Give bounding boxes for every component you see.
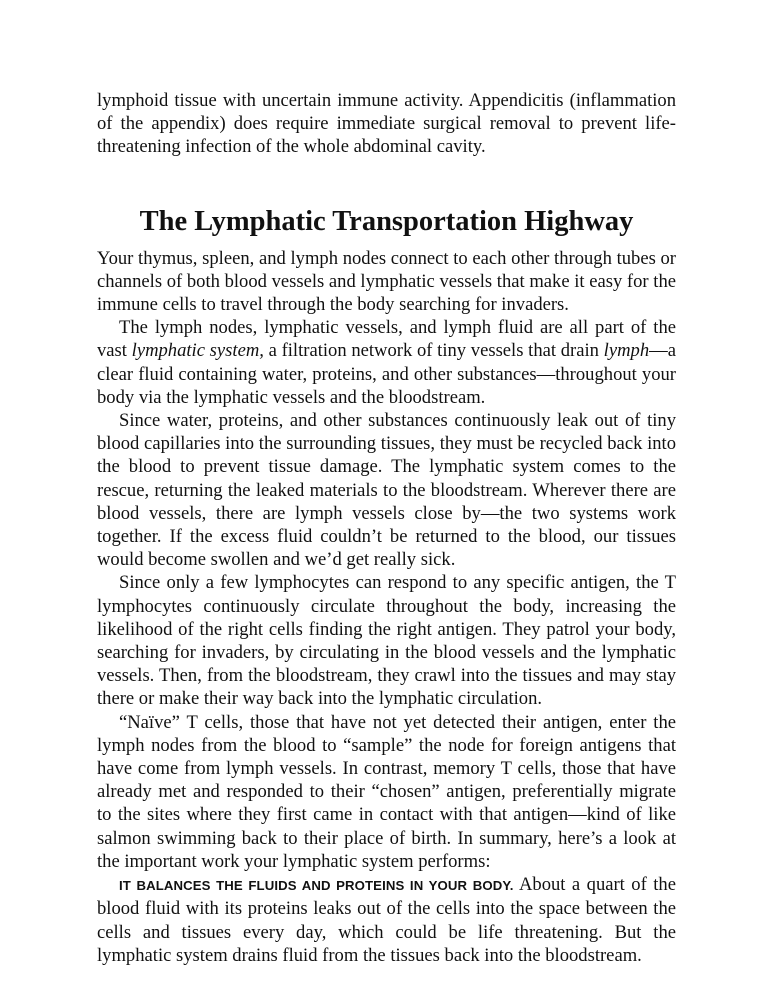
paragraph-2-text-e: —a clear fluid containing water, proteins, and other substances—throughout your body via the lymphatic vessels and the bloodstream. [97,340,676,408]
continued-paragraph: lymphoid tissue with uncertain immune activity. Appendicitis (inflammation of the appendix) does require immediate surgical removal to prevent life-threatening infection of the whole abdominal cavity. [97,90,676,158]
paragraph-6-text: About a quart of the blood fluid with its proteins leaks out of the cells into the space between the cells and tissues every day, which could be life threatening. But the lymphatic system drains fluid from the tissues back into the bloodstream. [97,874,676,966]
paragraph-5: “Naïve” T cells, those that have not yet detected their antigen, enter the lymph nodes from the blood to “sample” the node for foreign antigens that have come from lymph vessels. In contrast, memory T cells, those that have already met and responded to their “chosen” antigen, preferentially migrate to the sites where they first came in contact with that antigen—kind of like salmon swimming back to their place of birth. In summary, here’s a look at the important work your lymphatic system performs: [97,711,676,872]
paragraph-6 [97,873,676,967]
page-content [97,89,676,967]
paragraph-2-text-c: a filtration network of tiny vessels that drain [263,340,604,362]
paragraph-4: Since only a few lymphocytes can respond to any specific antigen, the T lymphocytes continuously circulate throughout the body, increasing the likelihood of the right cells finding the right antigen. They patrol your body, searching for invaders, by circulating in the blood vessels and the lymphatic vessels. Then, from the bloodstream, they crawl into the tissues and may stay there or make their way back into the lymphatic circulation. [97,572,676,710]
paragraph-2 [97,316,676,409]
term-lymphatic-system: lymphatic system, [131,340,264,362]
term-lymph: lymph [603,340,650,362]
paragraph-1: Your thymus, spleen, and lymph nodes connect to each other through tubes or channels of both blood vessels and lymphatic vessels that make it easy for the immune cells to travel through the body searching for invaders. [97,247,676,316]
section-heading: The Lymphatic Transportation Highway [139,205,634,237]
paragraph-2-text-a: The lymph nodes, lymphatic vessels, and lymph fluid are all part of the vast [97,317,676,362]
run-in-heading: IT BALANCES THE FLUIDS AND PROTEINS IN YOUR BODY. [119,878,514,894]
paragraph-3: Since water, proteins, and other substances continuously leak out of tiny blood capillaries into the surrounding tissues, they must be recycled back into the blood to prevent tissue damage. The lymphatic system comes to the rescue, returning the leaked materials to the bloodstream. Wherever there are blood vessels, there are lymph vessels close by—the two systems work together. If the excess fluid couldn’t be returned to the blood, our tissues would become swollen and we’d get really sick. [97,410,676,571]
